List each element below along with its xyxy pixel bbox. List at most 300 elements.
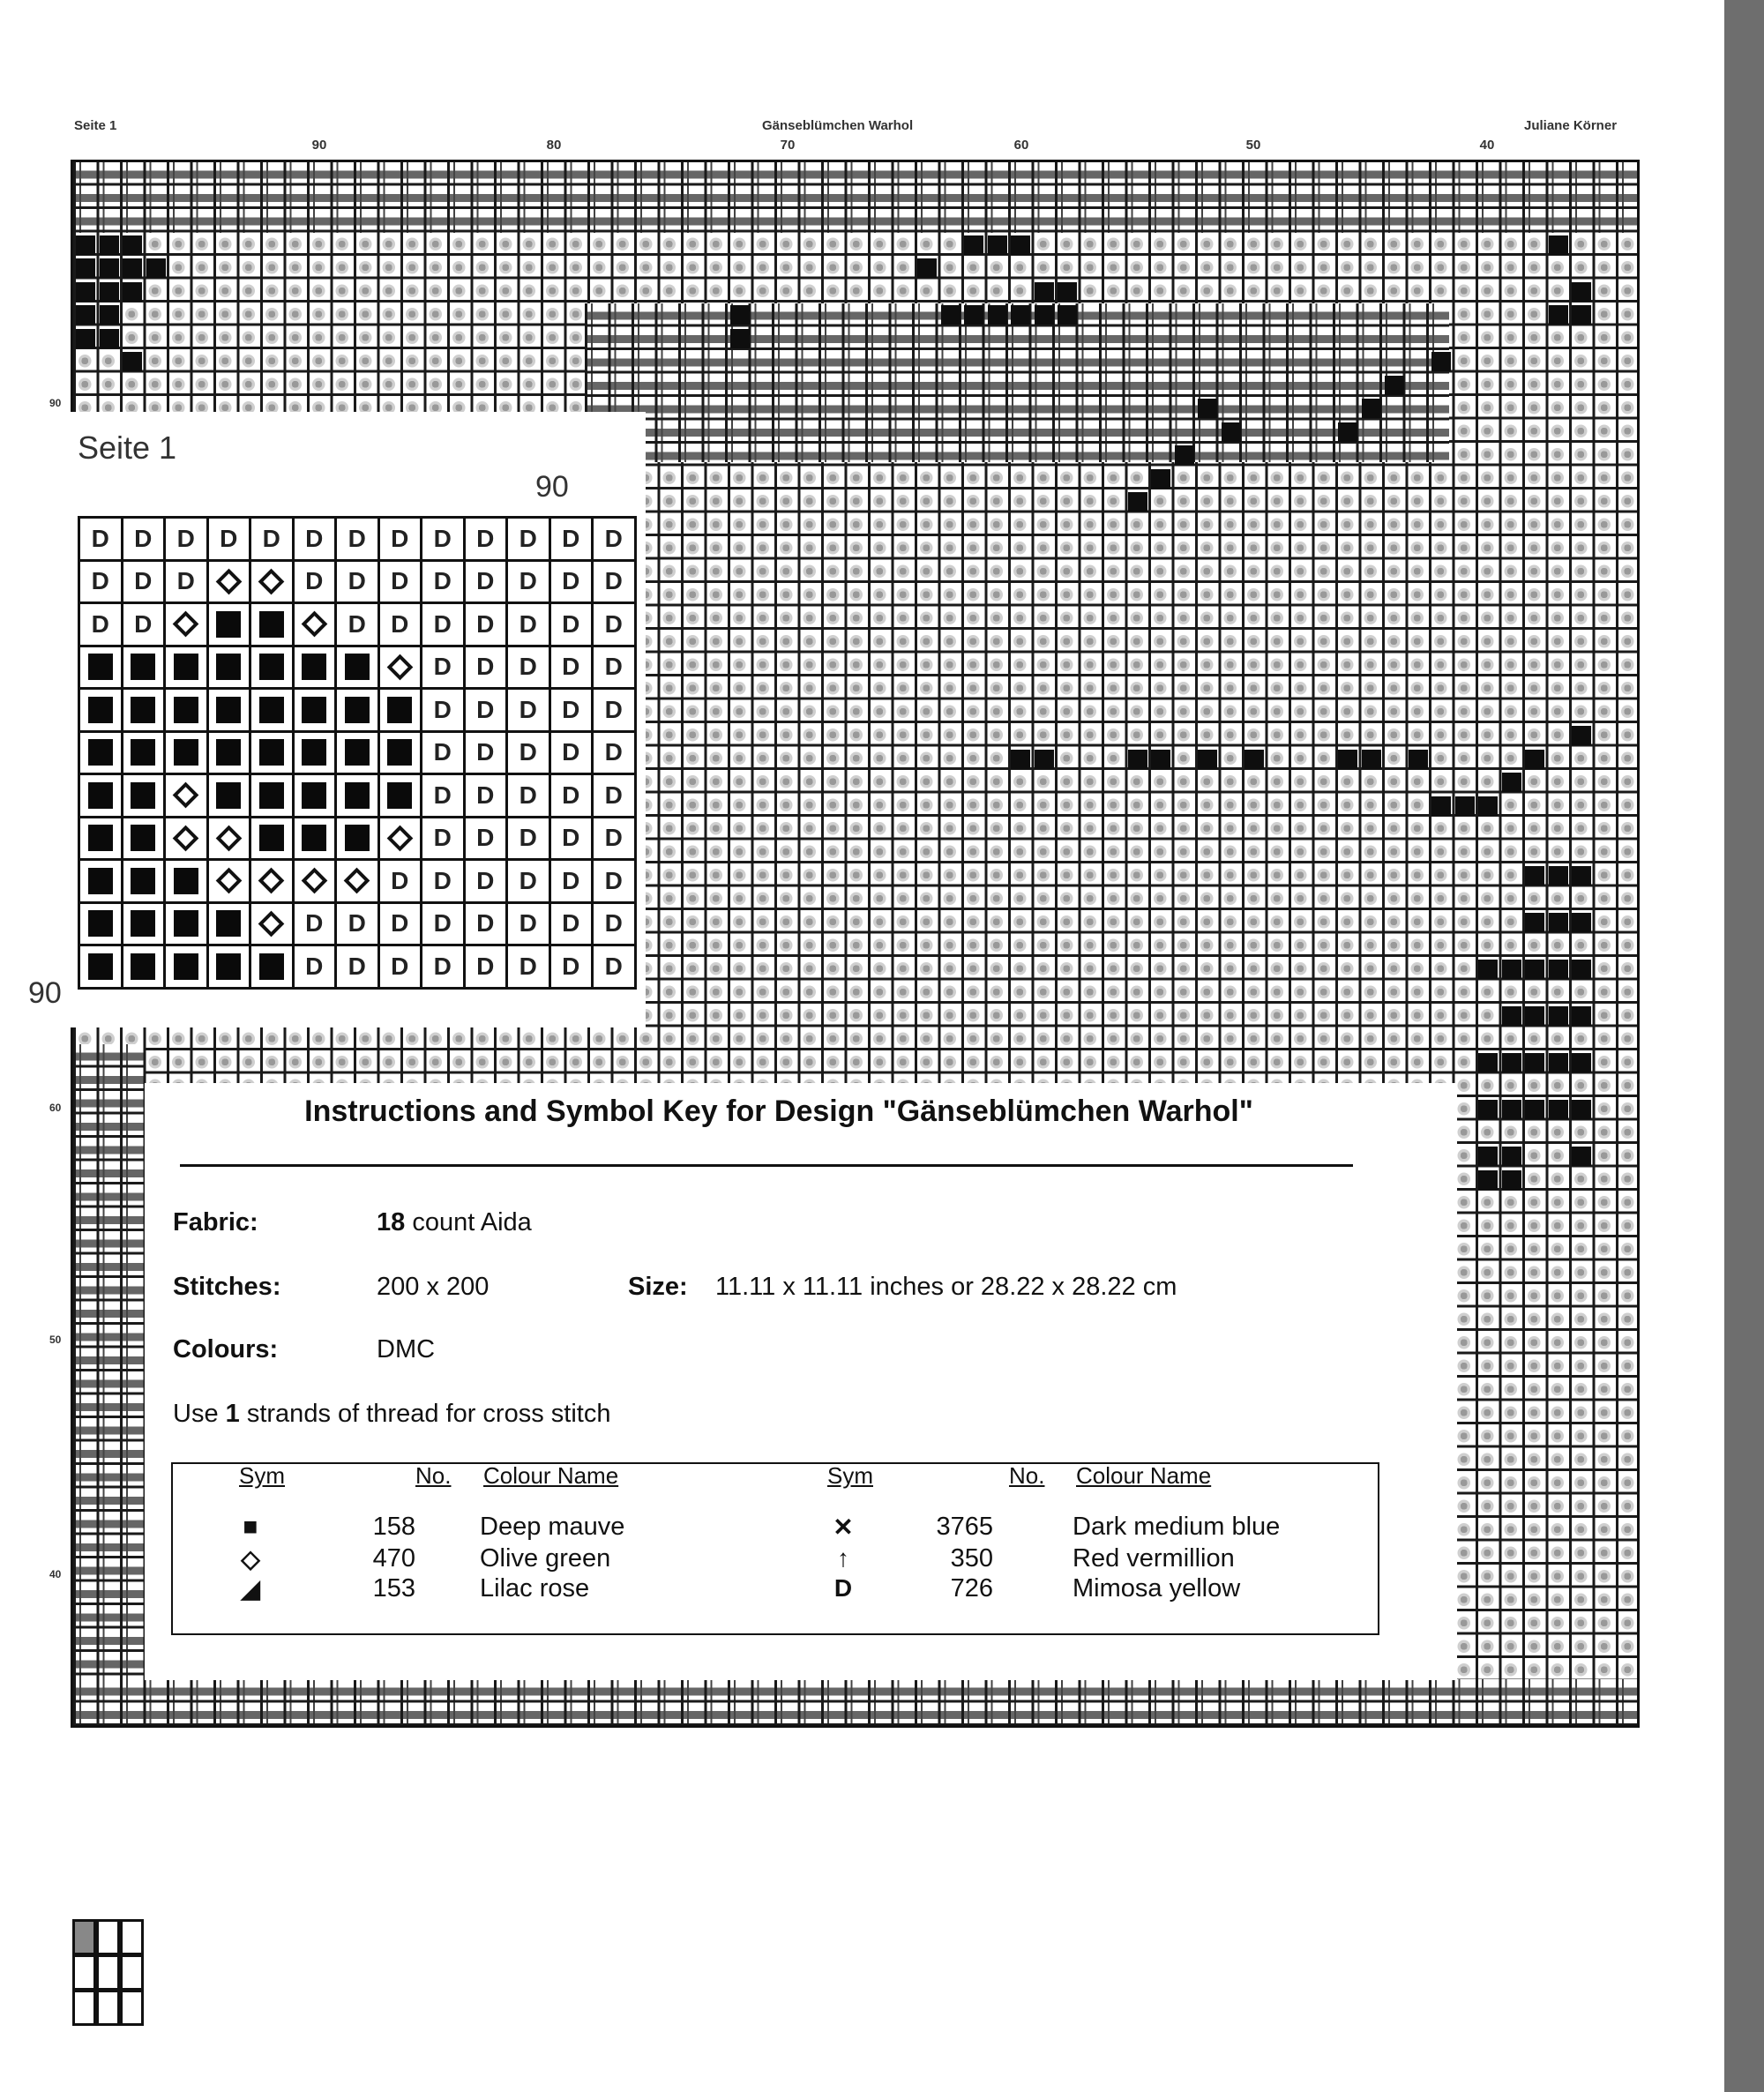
dark-stitch: [1035, 305, 1054, 325]
letter-d-stitch: [292, 901, 338, 947]
dark-stitch: [1478, 1147, 1498, 1166]
zoom-row-number: 90: [28, 976, 62, 1010]
dark-stitch: [100, 282, 119, 302]
diamond-outline-stitch: [377, 645, 423, 691]
letter-d-stitch: [78, 559, 123, 605]
arrow-up-icon: ↑: [837, 1544, 849, 1572]
dark-stitch: [1198, 399, 1217, 418]
colour-name: Red vermillion: [1073, 1544, 1235, 1573]
letter-d-stitch: [591, 858, 637, 904]
letter-d-stitch: [249, 516, 295, 562]
dark-stitch: [123, 258, 142, 278]
letter-d-stitch: [505, 858, 551, 904]
diamond-outline-stitch: [249, 901, 295, 947]
dark-stitch: [123, 352, 142, 371]
zoom-page-label: Seite 1: [78, 430, 177, 466]
dark-stitch: [1455, 796, 1475, 816]
dark-stitch: [1549, 235, 1568, 255]
dark-stitch: [730, 305, 750, 325]
dark-stitch: [1525, 866, 1544, 885]
col-header-sym: Sym: [827, 1462, 873, 1489]
dark-stitch: [1525, 913, 1544, 932]
letter-d-stitch: [334, 944, 380, 990]
scrollbar[interactable]: [1724, 0, 1764, 2092]
diamond-outline-stitch: [163, 601, 209, 647]
letter-d-stitch: [549, 730, 594, 776]
letter-d-stitch: [463, 816, 509, 862]
column-number: 40: [1479, 138, 1495, 153]
dark-stitch: [1128, 750, 1147, 769]
dark-stitch: [1502, 1100, 1521, 1119]
dark-stitch: [1035, 750, 1054, 769]
filled-square-stitch: [78, 901, 123, 947]
col-header-colour: Colour Name: [483, 1462, 619, 1489]
letter-d-stitch: [121, 516, 167, 562]
letter-d-stitch: [463, 559, 509, 605]
letter-d-stitch: [420, 773, 466, 818]
letter-d-stitch: [463, 601, 509, 647]
dark-stitch: [76, 235, 95, 255]
column-number: 70: [780, 138, 796, 153]
dmc-number: 726: [950, 1574, 993, 1603]
filled-square-stitch: [121, 687, 167, 733]
dark-stitch: [100, 305, 119, 325]
chart-d-region: [73, 1679, 1637, 1725]
letter-d-stitch: [549, 944, 594, 990]
letter-d-stitch: [292, 516, 338, 562]
filled-square-stitch: [377, 687, 423, 733]
page-thumb[interactable]: [120, 1919, 144, 1955]
filled-square-stitch: [121, 858, 167, 904]
zoom-inset: [0, 412, 646, 1027]
dark-stitch: [1431, 352, 1451, 371]
dark-stitch: [1572, 1147, 1591, 1166]
dark-stitch: [1525, 750, 1544, 769]
letter-d-stitch: [505, 687, 551, 733]
filled-square-stitch: [377, 730, 423, 776]
letter-d-stitch: [334, 559, 380, 605]
filled-square-stitch: [163, 901, 209, 947]
dark-stitch: [1198, 750, 1217, 769]
diamond-outline-stitch: [377, 816, 423, 862]
dark-stitch: [1245, 750, 1264, 769]
page-thumb-active[interactable]: [72, 1919, 96, 1955]
stitches-value: 200 x 200: [377, 1273, 490, 1301]
filled-square-stitch: [163, 730, 209, 776]
letter-d-stitch: [377, 601, 423, 647]
letter-d-stitch: [505, 645, 551, 691]
dark-stitch: [1525, 1006, 1544, 1026]
dark-stitch: [1525, 960, 1544, 979]
letter-d-stitch: [377, 516, 423, 562]
letter-d-stitch: [591, 816, 637, 862]
dark-stitch: [100, 258, 119, 278]
dark-stitch: [76, 282, 95, 302]
diamond-outline-stitch: [163, 773, 209, 818]
letter-d-stitch: [505, 901, 551, 947]
designer-name: Juliane Körner: [1524, 118, 1618, 133]
dark-stitch: [76, 258, 95, 278]
chart-d-region: [73, 162, 1637, 233]
diamond-outline-stitch: [334, 858, 380, 904]
dark-stitch: [1175, 445, 1194, 465]
letter-d-stitch: [549, 901, 594, 947]
filled-square-stitch: [334, 730, 380, 776]
zoom-grid-row: [78, 516, 646, 559]
dmc-number: 3765: [936, 1513, 993, 1541]
filled-square-stitch: [121, 645, 167, 691]
letter-d-stitch: [78, 601, 123, 647]
dark-stitch: [76, 305, 95, 325]
letter-d-stitch: [591, 559, 637, 605]
letter-d-stitch: [591, 773, 637, 818]
colour-name: Mimosa yellow: [1073, 1574, 1241, 1603]
dark-stitch: [1572, 1100, 1591, 1119]
filled-square-stitch: [163, 944, 209, 990]
dark-stitch: [1128, 492, 1147, 512]
dark-stitch: [1338, 750, 1357, 769]
dark-stitch: [1549, 1053, 1568, 1072]
filled-square-stitch: [163, 858, 209, 904]
filled-square-stitch: [121, 901, 167, 947]
letter-d-stitch: [549, 773, 594, 818]
dark-stitch: [1151, 469, 1170, 489]
dark-stitch: [76, 329, 95, 348]
dark-stitch: [1572, 1006, 1591, 1026]
letter-d-stitch: [591, 687, 637, 733]
divider: [180, 1164, 1353, 1167]
col-header-colour: Colour Name: [1076, 1462, 1212, 1489]
letter-d-stitch: [591, 645, 637, 691]
letter-d-stitch: [463, 645, 509, 691]
letter-d-stitch: [377, 858, 423, 904]
dark-stitch: [1478, 960, 1498, 979]
filled-square-stitch: [292, 773, 338, 818]
dark-stitch: [1151, 750, 1170, 769]
dark-stitch: [100, 235, 119, 255]
letter-d-stitch: [549, 516, 594, 562]
column-number: 50: [1245, 138, 1261, 153]
dark-stitch: [1338, 422, 1357, 442]
letter-d-stitch: [549, 559, 594, 605]
page-label: Seite 1: [74, 118, 117, 133]
colour-name: Lilac rose: [480, 1574, 590, 1603]
filled-square-stitch: [121, 816, 167, 862]
dark-stitch: [1502, 1170, 1521, 1190]
filled-square-stitch: [249, 773, 295, 818]
col-header-no: No.: [415, 1462, 452, 1489]
filled-square-stitch: [249, 601, 295, 647]
row-number: 90: [49, 397, 62, 409]
dark-stitch: [1011, 750, 1030, 769]
diamond-outline-icon: ◇: [241, 1545, 260, 1573]
filled-square-stitch: [334, 773, 380, 818]
dark-stitch: [730, 329, 750, 348]
dark-stitch: [1525, 1100, 1544, 1119]
filled-square-stitch: [334, 687, 380, 733]
letter-d-stitch: [292, 944, 338, 990]
col-header-no: No.: [1009, 1462, 1045, 1489]
letter-d-stitch: [420, 944, 466, 990]
filled-square-stitch: [334, 816, 380, 862]
letter-d-stitch: [334, 901, 380, 947]
letter-d-stitch: [377, 559, 423, 605]
dark-stitch: [1478, 1100, 1498, 1119]
letter-d-stitch: [505, 601, 551, 647]
letter-d-stitch: [292, 559, 338, 605]
letter-d-stitch: [591, 901, 637, 947]
instruction-prefix: Use: [173, 1400, 219, 1428]
filled-square-stitch: [292, 816, 338, 862]
page-thumb[interactable]: [72, 1990, 96, 2026]
dark-stitch: [1362, 750, 1381, 769]
column-number: 90: [311, 138, 327, 153]
letter-d-stitch: [377, 901, 423, 947]
letter-d-stitch: [463, 858, 509, 904]
letter-d-stitch: [420, 559, 466, 605]
colour-name: Dark medium blue: [1073, 1513, 1281, 1541]
dark-stitch: [1058, 305, 1077, 325]
size-value: 11.11 x 11.11 inches or 28.22 x 28.22 cm: [715, 1273, 1177, 1301]
triangle-icon: ◢: [241, 1575, 260, 1603]
filled-square-stitch: [206, 901, 252, 947]
letter-d-stitch: [163, 559, 209, 605]
letter-d-stitch: [420, 858, 466, 904]
zoom-grid-row: [78, 816, 646, 859]
instruction-suffix: strands of thread for cross stitch: [246, 1400, 611, 1428]
filled-square-stitch: [292, 645, 338, 691]
filled-square-stitch: [163, 645, 209, 691]
fabric-type: count Aida: [412, 1208, 532, 1237]
dark-stitch: [1502, 1147, 1521, 1166]
filled-square-stitch: [121, 944, 167, 990]
dark-stitch: [1572, 305, 1591, 325]
letter-d-stitch: [463, 516, 509, 562]
dark-stitch: [1362, 399, 1381, 418]
column-number: 60: [1013, 138, 1029, 153]
dark-stitch: [1478, 1170, 1498, 1190]
filled-square-stitch: [377, 773, 423, 818]
letter-d-stitch: [505, 816, 551, 862]
letter-d-stitch: [591, 730, 637, 776]
filled-square-stitch: [206, 944, 252, 990]
filled-square-stitch: [78, 858, 123, 904]
dark-stitch: [1431, 796, 1451, 816]
page-thumb[interactable]: [120, 1954, 144, 1991]
dark-stitch: [988, 235, 1007, 255]
thread-instruction: [173, 1400, 610, 1429]
filled-square-stitch: [121, 773, 167, 818]
letter-d-stitch: [78, 516, 123, 562]
diamond-outline-stitch: [206, 858, 252, 904]
zoom-grid-row: [78, 645, 646, 688]
filled-square-stitch: [249, 730, 295, 776]
letter-d-stitch: [463, 773, 509, 818]
filled-square-stitch: [206, 687, 252, 733]
letter-d-stitch: [420, 687, 466, 733]
dmc-number: 470: [372, 1544, 415, 1573]
dark-stitch: [1549, 1006, 1568, 1026]
dark-stitch: [1502, 1053, 1521, 1072]
dark-stitch: [1035, 282, 1054, 302]
letter-d-stitch: [334, 601, 380, 647]
row-number: 50: [49, 1334, 62, 1346]
dark-stitch: [1572, 1053, 1591, 1072]
dark-stitch: [1011, 305, 1030, 325]
chart-d-region: [585, 303, 1449, 462]
diamond-outline-stitch: [292, 601, 338, 647]
key-title: Instructions and Symbol Key for Design "Gänseblümchen Warhol": [304, 1095, 1253, 1128]
letter-d-stitch: [549, 645, 594, 691]
filled-square-stitch: [292, 687, 338, 733]
diamond-outline-stitch: [206, 816, 252, 862]
filled-square-stitch: [206, 645, 252, 691]
colour-name: Olive green: [480, 1544, 611, 1573]
dark-stitch: [1478, 1053, 1498, 1072]
letter-d-stitch: [463, 944, 509, 990]
page-navigator[interactable]: [72, 1919, 148, 2030]
filled-square-stitch: [78, 730, 123, 776]
zoom-stitch-grid: [78, 516, 646, 1027]
dark-stitch: [1502, 773, 1521, 792]
diamond-outline-stitch: [292, 858, 338, 904]
dark-stitch: [1385, 376, 1404, 395]
strand-count: 1: [225, 1400, 240, 1428]
filled-square-stitch: [249, 944, 295, 990]
dark-stitch: [1549, 1100, 1568, 1119]
letter-d-stitch: [420, 516, 466, 562]
colours-label: Colours:: [173, 1335, 279, 1364]
dark-stitch: [1502, 1006, 1521, 1026]
dark-stitch: [1572, 726, 1591, 745]
dark-stitch: [100, 329, 119, 348]
zoom-grid-row: [78, 730, 646, 773]
chart-d-region: [73, 1044, 144, 1723]
dark-stitch: [1409, 750, 1428, 769]
dark-stitch: [917, 258, 937, 278]
letter-d-stitch: [163, 516, 209, 562]
dark-stitch: [988, 305, 1007, 325]
symbol-table: [171, 1462, 1379, 1635]
dark-stitch: [1549, 960, 1568, 979]
zoom-grid-row: [78, 901, 646, 945]
page-thumb[interactable]: [72, 1954, 96, 1991]
zoom-grid-row: [78, 601, 646, 645]
dark-stitch: [1058, 282, 1077, 302]
letter-d-stitch: [463, 730, 509, 776]
filled-square-stitch: [163, 687, 209, 733]
dark-stitch: [1502, 960, 1521, 979]
dark-stitch: [941, 305, 960, 325]
letter-d-stitch: [591, 601, 637, 647]
diamond-outline-stitch: [249, 858, 295, 904]
dark-stitch: [964, 235, 983, 255]
letter-d-stitch: [505, 730, 551, 776]
zoom-grid-row: [78, 858, 646, 901]
filled-square-icon: ■: [243, 1513, 258, 1540]
filled-square-stitch: [249, 645, 295, 691]
chart-title: Gänseblümchen Warhol: [762, 118, 914, 133]
diamond-outline-stitch: [249, 559, 295, 605]
page-thumb[interactable]: [96, 1919, 120, 1955]
page-thumb[interactable]: [96, 1990, 120, 2026]
dark-stitch: [146, 258, 166, 278]
letter-d-stitch: [420, 730, 466, 776]
zoom-grid-row: [78, 687, 646, 730]
letter-d-stitch: [591, 944, 637, 990]
filled-square-stitch: [121, 730, 167, 776]
diamond-outline-stitch: [206, 559, 252, 605]
dark-stitch: [1222, 422, 1241, 442]
letter-d-icon: D: [833, 1574, 853, 1602]
filled-square-stitch: [78, 944, 123, 990]
filled-square-stitch: [206, 730, 252, 776]
filled-square-stitch: [78, 645, 123, 691]
dmc-number: 350: [950, 1544, 993, 1573]
dark-stitch: [1549, 913, 1568, 932]
fabric-label: Fabric:: [173, 1208, 258, 1237]
zoom-grid-row: [78, 944, 646, 987]
dark-stitch: [1572, 282, 1591, 302]
letter-d-stitch: [420, 601, 466, 647]
letter-d-stitch: [121, 601, 167, 647]
dark-stitch: [964, 305, 983, 325]
filled-square-stitch: [78, 816, 123, 862]
dark-stitch: [1549, 305, 1568, 325]
letter-d-stitch: [334, 516, 380, 562]
size-label: Size:: [628, 1273, 688, 1301]
zoom-grid-row: [78, 559, 646, 602]
dark-stitch: [1011, 235, 1030, 255]
filled-square-stitch: [78, 773, 123, 818]
dark-stitch: [1572, 960, 1591, 979]
dmc-number: 158: [372, 1513, 415, 1541]
filled-square-stitch: [249, 687, 295, 733]
letter-d-stitch: [377, 944, 423, 990]
filled-square-stitch: [249, 816, 295, 862]
dark-stitch: [1572, 866, 1591, 885]
page-thumb[interactable]: [120, 1990, 144, 2026]
letter-d-stitch: [420, 901, 466, 947]
letter-d-stitch: [549, 816, 594, 862]
letter-d-stitch: [463, 687, 509, 733]
letter-d-stitch: [549, 601, 594, 647]
filled-square-stitch: [334, 645, 380, 691]
cross-icon: ✕: [833, 1513, 854, 1541]
fabric-value: [377, 1208, 532, 1237]
letter-d-stitch: [505, 516, 551, 562]
filled-square-stitch: [206, 773, 252, 818]
column-number: 80: [546, 138, 562, 153]
col-header-sym: Sym: [239, 1462, 285, 1489]
stitches-label: Stitches:: [173, 1273, 281, 1301]
letter-d-stitch: [420, 816, 466, 862]
zoom-grid-row: [78, 773, 646, 816]
colour-name: Deep mauve: [480, 1513, 625, 1541]
diamond-outline-stitch: [163, 816, 209, 862]
row-number: 40: [49, 1568, 62, 1580]
letter-d-stitch: [463, 901, 509, 947]
letter-d-stitch: [420, 645, 466, 691]
dark-stitch: [1549, 866, 1568, 885]
letter-d-stitch: [549, 858, 594, 904]
letter-d-stitch: [591, 516, 637, 562]
filled-square-stitch: [206, 601, 252, 647]
page-thumb[interactable]: [96, 1954, 120, 1991]
dmc-number: 153: [372, 1574, 415, 1603]
letter-d-stitch: [206, 516, 252, 562]
letter-d-stitch: [505, 559, 551, 605]
